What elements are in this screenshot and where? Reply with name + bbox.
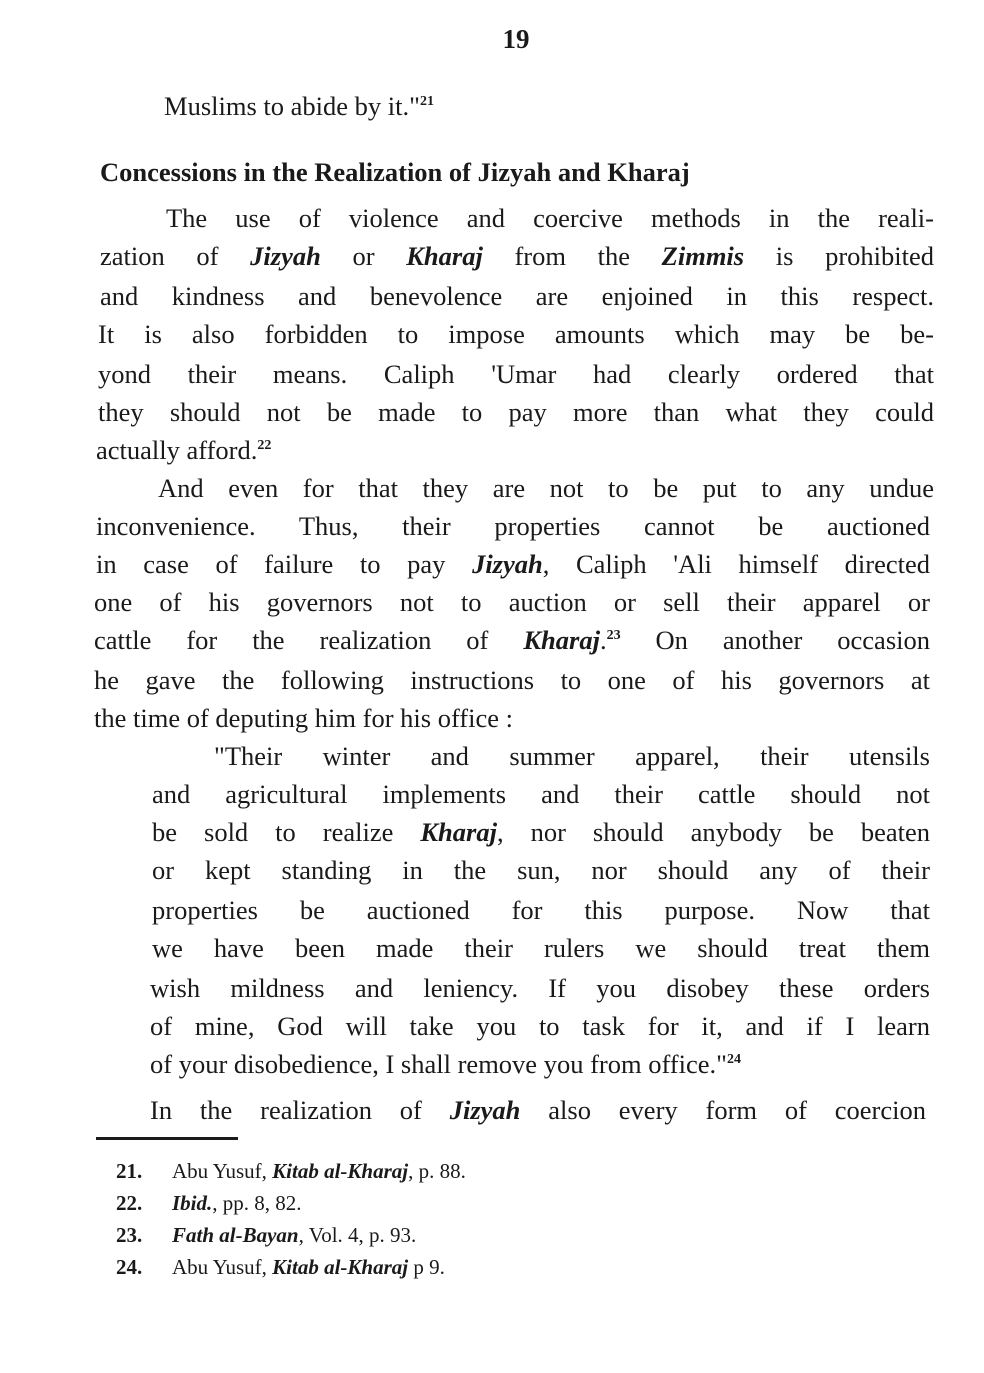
text-line: and agricultural implements and their cattle should not (152, 779, 930, 809)
text-line: in case of failure to pay Jizyah, Caliph 'Ali himself directed (96, 549, 930, 579)
footnote-ref: 24 (726, 1052, 741, 1068)
text-line: we have been made their rulers we should treat them (152, 933, 930, 963)
text-line: actually afford.$^{22}$ (96, 435, 272, 465)
footnote-ref: 23 (606, 628, 621, 644)
text-line: In the realization of Jizyah also every form of coercion (150, 1095, 926, 1125)
footnote-23: 23. Fath al-Bayan, Vol. 4, p. 93. (116, 1223, 417, 1247)
text-line: or kept standing in the sun, nor should any of their (152, 855, 930, 885)
footnote-rule (96, 1137, 238, 1140)
text-line: zation of Jizyah or Kharaj from the Zimmis is prohibited (100, 241, 935, 271)
text-line: the time of deputing him for his office : (94, 703, 514, 733)
text-line: The use of violence and coercive methods in the reali- (166, 203, 934, 233)
footnote-ref: 22 (257, 438, 272, 454)
text-line: It is also forbidden to impose amounts which may be be- (98, 319, 934, 349)
text-line: and kindness and benevolence are enjoined in this respect. (100, 281, 934, 311)
footnote-21: 21. Abu Yusuf, Kitab al-Kharaj, p. 88. (116, 1159, 466, 1183)
footnote-ref: 21 (419, 94, 434, 110)
text-line: cattle for the realization of Kharaj.$^{23}$ On another occasion (94, 625, 930, 655)
text-line: And even for that they are not to be put to any undue (158, 473, 934, 503)
text-line: be sold to realize Kharaj, nor should anybody be beaten (152, 817, 930, 847)
text-line: they should not be made to pay more than what they could (98, 397, 934, 427)
text-line: inconvenience. Thus, their properties cannot be auctioned (96, 511, 930, 541)
footnote-24: 24. Abu Yusuf, Kitab al-Kharaj p 9. (116, 1255, 445, 1279)
section-heading: Concessions in the Realization of Jizyah and Kharaj (100, 157, 690, 187)
footnote-22: 22. Ibid., pp. 8, 82. (116, 1191, 302, 1215)
text-line: yond their means. Caliph 'Umar had clearly ordered that (98, 359, 934, 389)
text-line: of mine, God will take you to task for it, and if I learn (150, 1011, 930, 1041)
text-line: properties be auctioned for this purpose. Now that (152, 895, 930, 925)
text-line: "Their winter and summer apparel, their utensils (214, 741, 930, 771)
text-line: wish mildness and leniency. If you disobey these orders (150, 973, 930, 1003)
continued-line: Muslims to abide by it."$^{21}$ (164, 91, 434, 121)
text-line: one of his governors not to auction or sell their apparel or (94, 587, 930, 617)
text-line: of your disobedience, I shall remove you from office."$^{24}$ (150, 1049, 741, 1079)
text-line: he gave the following instructions to one of his governors at (94, 665, 930, 695)
page-number: 19 (502, 24, 530, 54)
